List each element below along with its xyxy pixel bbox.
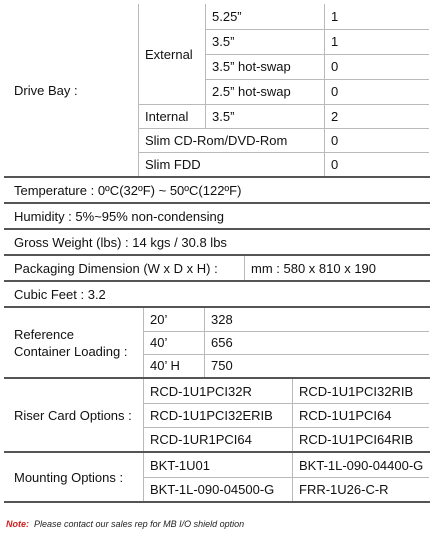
- container-qty: 750: [211, 358, 233, 373]
- external-size: 5.25”: [212, 9, 242, 24]
- internal-size: 3.5”: [212, 108, 235, 124]
- slim-cdrom-label: Slim CD-Rom/DVD-Rom: [145, 132, 288, 148]
- humidity-label: Humidity :: [14, 208, 72, 224]
- external-size: 3.5”: [212, 34, 235, 49]
- divider: [139, 104, 429, 105]
- container-loading-label-line2: Container Loading :: [14, 343, 128, 359]
- divider: [138, 4, 139, 176]
- riser-option: RCD-1UR1PCI64: [150, 431, 252, 447]
- divider: [139, 152, 429, 153]
- note-text: Please contact our sales rep for MB I/O shield option: [34, 519, 245, 529]
- external-qty: 1: [331, 34, 339, 49]
- external-qty: 0: [331, 84, 339, 99]
- temperature-label: Temperature :: [14, 182, 95, 198]
- riser-option: RCD-1U1PCI32RIB: [299, 383, 414, 399]
- note-label: Note:: [6, 519, 29, 529]
- riser-option: RCD-1U1PCI32R: [150, 383, 252, 399]
- slim-cdrom-qty: 0: [331, 132, 339, 148]
- mounting-option: BKT-1L-090-04500-G: [150, 481, 275, 497]
- temperature-value: 0ºC(32ºF) ~ 50ºC(122ºF): [97, 182, 242, 198]
- gross-weight-value: 14 kgs / 30.8 lbs: [132, 234, 227, 250]
- divider: [206, 54, 429, 55]
- slim-fdd-qty: 0: [331, 156, 339, 172]
- container-loading-label-line1: Reference: [14, 326, 74, 342]
- divider: [139, 128, 429, 129]
- external-qty: 0: [331, 59, 339, 74]
- divider: [205, 4, 206, 128]
- divider: [206, 29, 429, 30]
- internal-label: Internal: [145, 108, 189, 124]
- temperature-row: [8, 178, 429, 202]
- gross-weight-row: [8, 230, 429, 254]
- cubic-feet-value: 3.2: [87, 286, 106, 302]
- container-qty: 328: [211, 312, 233, 327]
- external-label: External: [145, 46, 193, 62]
- riser-option: RCD-1U1PCI64RIB: [299, 431, 414, 447]
- humidity-value: 5%~95% non-condensing: [75, 208, 224, 224]
- mounting-option: BKT-1L-090-04400-G: [299, 457, 424, 473]
- container-loading-label: [8, 308, 138, 377]
- section-divider: [4, 501, 430, 503]
- external-size: 3.5” hot-swap: [212, 59, 291, 74]
- internal-qty: 2: [331, 108, 339, 124]
- footnote: [6, 519, 244, 529]
- packaging-label: Packaging Dimension (W x D x H) :: [14, 260, 218, 276]
- container-type: 40’: [150, 335, 168, 350]
- slim-fdd-label: Slim FDD: [145, 156, 201, 172]
- external-qty: 1: [331, 9, 339, 24]
- riser-option: RCD-1U1PCI32ERIB: [150, 407, 273, 423]
- divider: [206, 79, 429, 80]
- external-size: 2.5” hot-swap: [212, 84, 291, 99]
- container-type: 20’: [150, 312, 168, 327]
- cubic-feet-label: Cubic Feet :: [14, 286, 85, 302]
- container-qty: 656: [211, 335, 233, 350]
- mounting-label: Mounting Options :: [14, 469, 124, 485]
- humidity-row: [8, 204, 429, 228]
- container-type: 40’ H: [150, 358, 180, 373]
- packaging-value: mm : 580 x 810 x 190: [251, 260, 377, 276]
- mounting-option: BKT-1U01: [150, 457, 210, 473]
- mounting-option: FRR-1U26-C-R: [299, 481, 389, 497]
- riser-option: RCD-1U1PCI64: [299, 407, 392, 423]
- riser-card-label: Riser Card Options :: [14, 407, 132, 423]
- cubic-feet-row: [8, 282, 429, 306]
- drive-bay-label: Drive Bay :: [14, 82, 78, 98]
- gross-weight-label: Gross Weight (lbs) :: [14, 234, 129, 250]
